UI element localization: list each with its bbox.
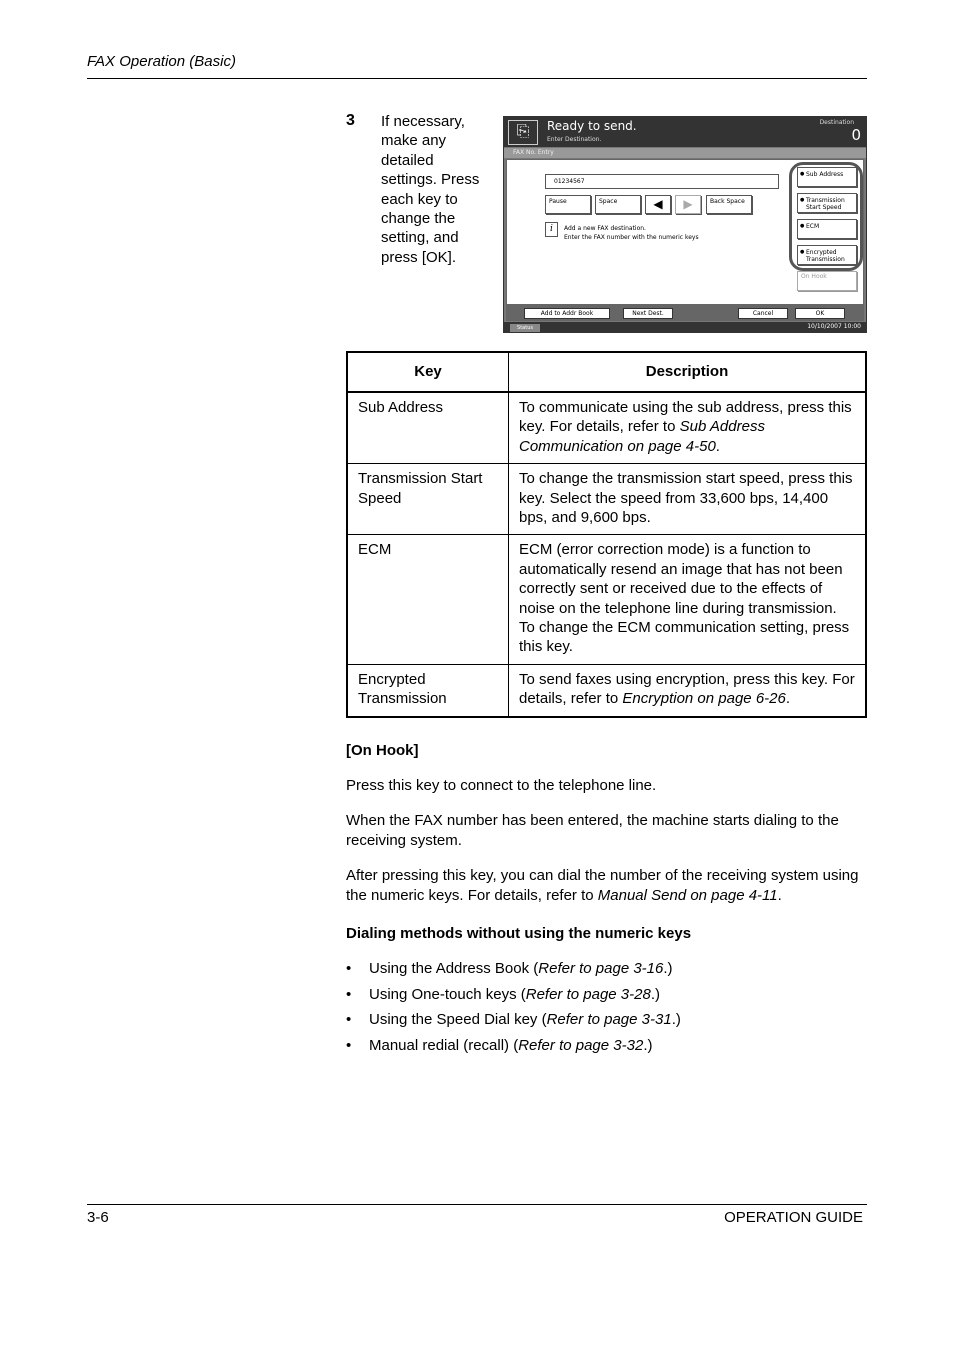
column-header-description: Description — [509, 352, 867, 392]
cancel-button[interactable]: Cancel — [738, 308, 788, 319]
header-rule — [87, 78, 867, 79]
on-hook-button[interactable]: On Hook — [797, 271, 857, 291]
encrypted-transmission-button[interactable]: ● Encrypted Transmission — [797, 245, 857, 265]
cross-reference: Refer to page 3-16 — [538, 960, 664, 977]
cross-reference: Manual Send on page 4-11 — [597, 886, 778, 904]
right-arrow-button[interactable]: ▶ — [675, 195, 701, 214]
encrypted-transmission-label: Encrypted Transmission — [806, 249, 845, 263]
info-line-2: Enter the FAX number with the numeric keys — [564, 234, 699, 241]
ecm-button[interactable]: ● ECM — [797, 219, 857, 239]
on-hook-heading: [On Hook] — [346, 742, 419, 759]
panel-status-bar — [504, 117, 866, 147]
footer-rule — [87, 1204, 867, 1205]
cross-reference: Sub Address Communication on page 4-50 — [519, 418, 765, 455]
back-space-button[interactable]: Back Space — [706, 195, 752, 214]
info-icon: i — [545, 222, 558, 237]
panel-status-sub: Enter Destination. — [547, 136, 602, 143]
cross-reference: Refer to page 3-28 — [525, 986, 651, 1003]
ecm-label: ECM — [806, 223, 820, 230]
sub-address-button[interactable]: ● Sub Address — [797, 167, 857, 187]
table-cell-key: Sub Address — [347, 392, 509, 464]
on-hook-paragraph-2: When the FAX number has been entered, the machine starts dialing to the receiving system. — [346, 812, 839, 849]
tab-fax-no-entry: FAX No. Entry — [513, 149, 554, 156]
table-cell-description: ECM (error correction mode) is a function to automatically resend an image that has not been correctly sent or received due to the effects of noise on the telephone line during transmission. To change the ECM communication setting, press this key. — [509, 535, 867, 664]
cross-reference: Encryption on page 6-26 — [622, 690, 786, 708]
next-dest-button[interactable]: Next Dest. — [623, 308, 673, 319]
panel-bottom-bar — [506, 305, 864, 321]
on-hook-paragraph-3: After pressing this key, you can dial the number of the receiving system using the numeric keys. For details, refer to Manual Send on page 4-11. — [346, 867, 859, 904]
fax-document-icon: ⎘ — [508, 120, 538, 145]
table-row — [347, 535, 866, 664]
on-hook-paragraph-1: Press this key to connect to the telephone line. — [346, 777, 657, 794]
sub-address-label: Sub Address — [806, 171, 844, 178]
header-title: FAX Operation (Basic) — [87, 53, 236, 70]
panel-body — [506, 159, 864, 305]
dialing-methods-heading: Dialing methods without using the numeric keys — [346, 925, 692, 942]
fax-number-field[interactable]: 01234567 — [545, 174, 779, 189]
panel-datetime: 10/10/2007 10:00 — [807, 323, 861, 330]
info-line-1: Add a new FAX destination. — [564, 225, 646, 232]
table-cell-description: To send faxes using encryption, press this key. For details, refer to Encryption on page 6-26. — [509, 664, 867, 716]
page-number: 3-6 — [87, 1209, 109, 1226]
pause-button[interactable]: Pause — [545, 195, 591, 214]
fax-panel-screenshot — [503, 116, 867, 333]
footer-guide-title: OPERATION GUIDE — [724, 1209, 863, 1226]
bullet-marker: • — [346, 1011, 352, 1028]
bullet-marker: • — [346, 1037, 352, 1054]
table-cell-key: ECM — [347, 535, 509, 664]
step-text: If necessary, make any detailed settings. Press each key to change the setting, and press [OK]. — [381, 113, 480, 266]
table-cell-description: To communicate using the sub address, press this key. For details, refer to Sub Address Communication on page 4-50. — [509, 392, 867, 464]
transmission-start-speed-button[interactable]: ● Transmission Start Speed — [797, 193, 857, 213]
left-arrow-button[interactable]: ◀ — [645, 195, 671, 214]
bullet-marker: • — [346, 960, 352, 977]
space-button[interactable]: Space — [595, 195, 641, 214]
table-cell-key: Encrypted Transmission — [347, 664, 509, 716]
transmission-start-speed-label: Transmission Start Speed — [806, 197, 845, 211]
key-description-table — [346, 351, 867, 718]
table-row — [347, 664, 866, 716]
table-cell-key: Transmission Start Speed — [347, 464, 509, 535]
panel-status-title: Ready to send. — [547, 119, 637, 133]
table-row — [347, 392, 866, 464]
panel-tab-strip — [504, 148, 866, 158]
panel-footer — [504, 322, 866, 332]
bullet-marker: • — [346, 986, 352, 1003]
step-number: 3 — [346, 112, 355, 129]
info-message — [564, 224, 699, 242]
add-to-addr-book-button[interactable]: Add to Addr Book — [524, 308, 610, 319]
ok-button[interactable]: OK — [795, 308, 845, 319]
table-cell-description: To change the transmission start speed, press this key. Select the speed from 33,600 bps, 14,400 bps, and 9,600 bps. — [509, 464, 867, 535]
table-row — [347, 464, 866, 535]
column-header-key: Key — [347, 352, 509, 392]
cross-reference: Refer to page 3-32 — [518, 1037, 644, 1054]
cross-reference: Refer to page 3-31 — [546, 1011, 672, 1028]
destination-label: Destination — [819, 119, 854, 126]
status-tab[interactable]: Status — [510, 324, 540, 332]
table-header-row — [347, 352, 866, 392]
destination-count: 0 — [851, 126, 861, 144]
